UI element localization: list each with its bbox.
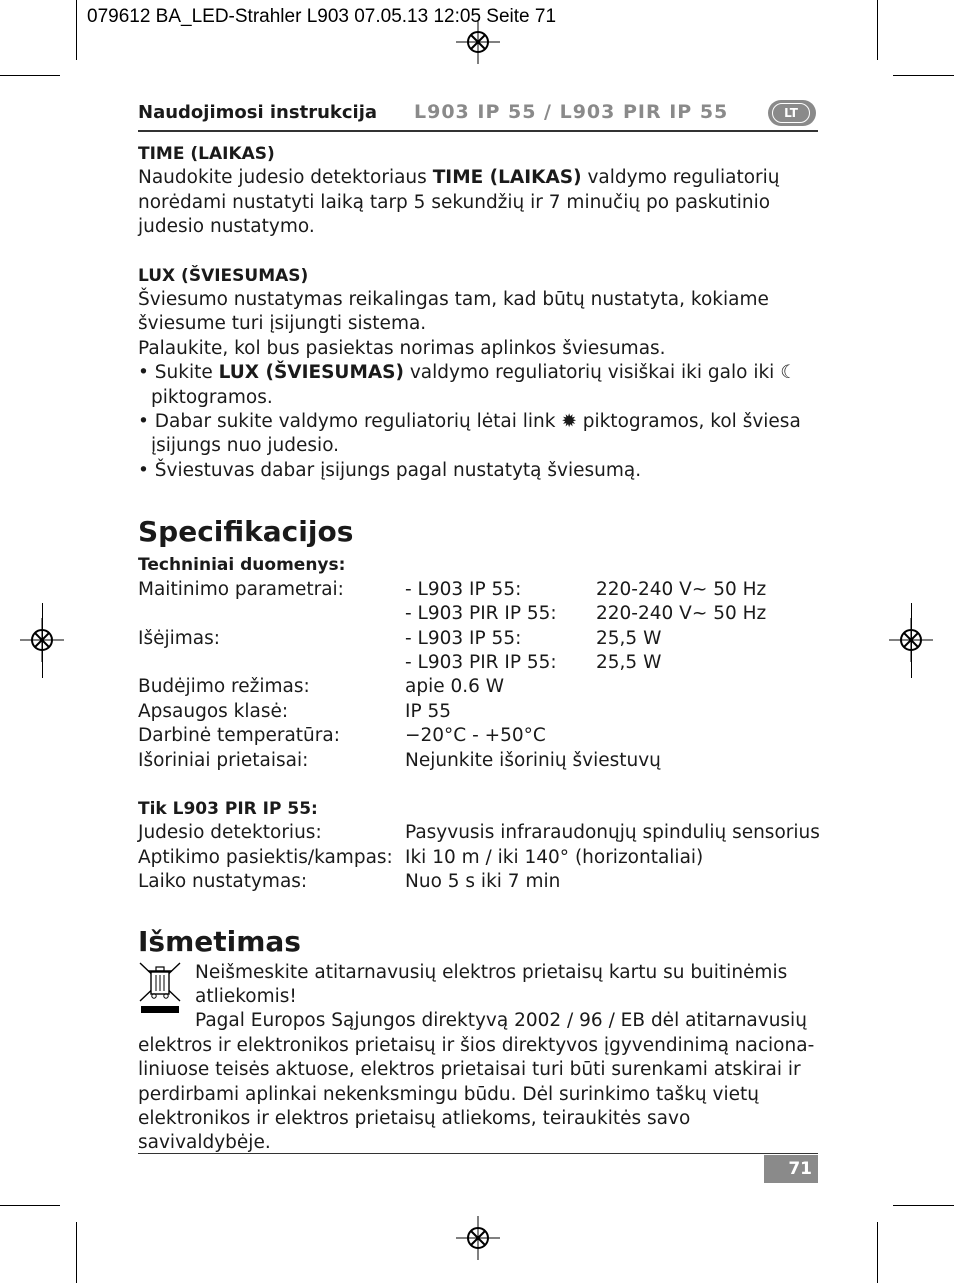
spec-row: Išėjimas: - L903 IP 55: 25,5 W — [138, 627, 662, 649]
tech-data-heading: Techniniai duomenys: — [138, 555, 346, 576]
spec-row: Aptikimo pasiektis/kampas: Iki 10 m / iki 140° (horizontaliai) — [138, 846, 704, 868]
crop-mark — [0, 1205, 60, 1206]
disposal-title: Išmetimas — [138, 924, 301, 958]
pir-specs-table — [138, 821, 828, 894]
lux-paragraph-2: Palaukite, kol bus pasiektas norimas aplinkos šviesumas. — [138, 337, 666, 359]
spec-row: Maitinimo parametrai: - L903 IP 55: 220-240 V~ 50 Hz — [138, 578, 767, 600]
lux-bullet-2: • Dabar sukite valdymo reguliatorių lėtai link ✹ piktogramos, kol šviesa įsijungs nuo judesio. — [138, 411, 801, 457]
pir-heading: Tik L903 PIR IP 55: — [138, 798, 318, 819]
spec-row: - L903 PIR IP 55: 25,5 W — [405, 651, 662, 673]
specs-title: Specifikacijos — [138, 515, 354, 549]
footer-rule — [138, 1153, 818, 1154]
crop-mark — [76, 1222, 77, 1283]
page-content — [138, 142, 828, 1156]
printer-slug: 079612 BA_LED-Strahler L903 07.05.13 12:05 Seite 71 — [87, 6, 557, 27]
spec-row: Apsaugos klasė: IP 55 — [138, 700, 452, 722]
spec-row: Judesio detektorius: Pasyvusis infraraudonųjų spindulių sensorius — [138, 822, 820, 844]
registration-mark-icon — [20, 618, 64, 662]
disposal-directive: Pagal Europos Sąjungos direktyvą 2002 / 96 / EB dėl atitarnavusių elektros ir elektronikos prietaisų ir šios direktyvos įgyvendinimą nacionaliniuose teisės aktuose, elektros prietaisai turi būti surenkami atskirai ir perdirbami aplinkai nekenksmingu būdu. Dėl surinkimo taškų vietų elektronikos ir elektros prietaisų atliekoms, teiraukitės savo savivaldybėje. — [138, 1010, 815, 1154]
lux-heading: LUX (ŠVIESUMAS) — [138, 265, 309, 286]
registration-mark-icon — [456, 1216, 500, 1260]
spec-row: - L903 PIR IP 55: 220-240 V~ 50 Hz — [405, 603, 767, 625]
page-number: 71 — [764, 1155, 818, 1183]
crop-mark — [893, 1205, 954, 1206]
crossed-bin-icon — [138, 961, 182, 1013]
header-section-title: Naudojimosi instrukcija — [138, 102, 378, 123]
spec-row: Budėjimo režimas: apie 0.6 W — [138, 676, 505, 698]
specs-table — [138, 578, 828, 773]
language-badge-label: LT — [772, 103, 810, 123]
crop-mark — [0, 75, 60, 76]
spec-row: Išoriniai prietaisai: Nejunkite išorinių šviestuvų — [138, 749, 661, 771]
time-paragraph: Naudokite judesio detektoriaus TIME (LAIKAS) valdymo reguliatorių norėdami nustatyti laiką tarp 5 sekundžių ir 7 minučių po paskutinio judesio nustatymo. — [138, 167, 780, 238]
crop-mark — [893, 75, 954, 76]
crop-mark — [877, 1222, 878, 1283]
lux-paragraph-1: Šviesumo nustatymas reikalingas tam, kad būtų nustatyta, kokiame šviesume turi įsijungti sistema. — [138, 289, 769, 335]
registration-mark-icon — [456, 20, 500, 64]
disposal-warning: Neišmeskite atitarnavusių elektros prietaisų kartu su buitinėmis atliekomis! — [195, 961, 788, 1007]
spec-row: Darbinė temperatūra: −20°C - +50°C — [138, 725, 546, 747]
crop-mark — [76, 0, 77, 60]
registration-mark-icon — [889, 618, 933, 662]
spec-row: Laiko nustatymas: Nuo 5 s iki 7 min — [138, 871, 561, 893]
lux-bullet-3: • Šviestuvas dabar įsijungs pagal nustatytą šviesumą. — [138, 459, 642, 481]
lux-bullet-1: • Sukite LUX (ŠVIESUMAS) valdymo reguliatorių visiškai iki galo iki ☾ piktogramos. — [138, 362, 797, 408]
disposal-block — [138, 961, 828, 1156]
time-heading: TIME (LAIKAS) — [138, 144, 275, 164]
running-header — [138, 102, 818, 132]
header-model-names: L903 IP 55 / L903 PIR IP 55 — [414, 101, 729, 123]
crop-mark — [877, 0, 878, 60]
language-badge — [768, 100, 816, 126]
